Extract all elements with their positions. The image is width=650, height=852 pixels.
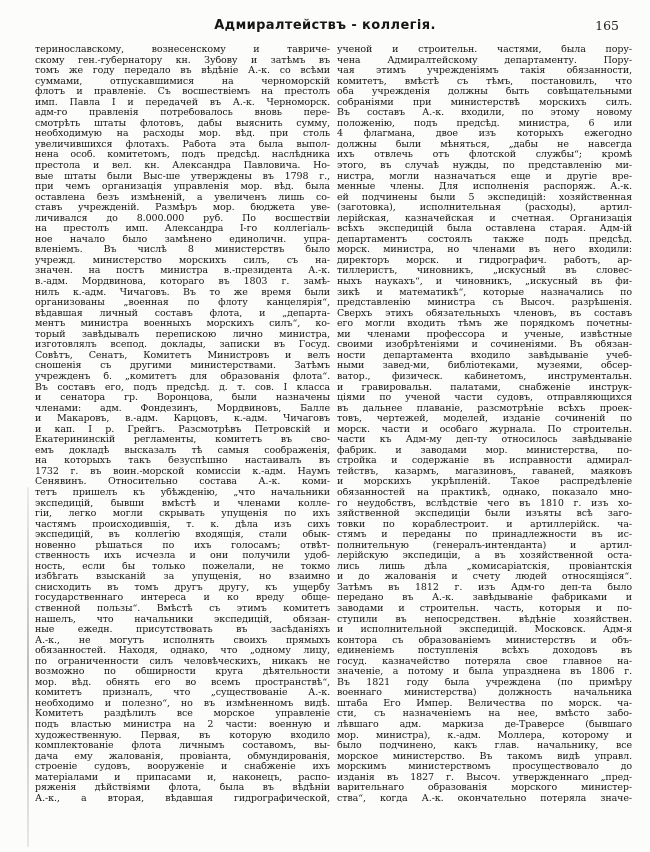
text-line: передано въ А.-к. завѣдываніе фабриками и xyxy=(337,593,632,604)
text-line: торый завѣдывалъ перепискою лично министра, xyxy=(35,329,330,340)
text-line: и морскихъ укрѣпленій. Такое распредѣленіе xyxy=(337,477,632,488)
text-line: морск. части и особаго журнала. По строительн. xyxy=(337,424,632,435)
text-line: ности департамента входило завѣдываніе учеб- xyxy=(337,350,632,361)
text-line: лѣвшаго адм. маркиза де-Траверсе (бывшаго xyxy=(337,720,632,730)
text-line: нена особ. комитетомъ, подъ предсѣд. наслѣдника xyxy=(35,150,330,161)
text-line: Затѣмъ въ 1812 г. изъ Адм-го деп-та было xyxy=(337,582,632,593)
text-line: и кап. I р. Грейгъ. Разсмотрѣвъ Петровскій и xyxy=(35,424,330,435)
text-line: ватор., физическ. кабинетомъ, инструментальн. xyxy=(337,371,632,382)
text-line: обязанностей на практикѣ, однако, показало мно- xyxy=(337,487,632,498)
page-number: 165 xyxy=(595,18,619,33)
text-line: нистра, могли назначаться еще и другіе вре- xyxy=(337,171,632,182)
text-line: личивался до 8.000.000 руб. По восшествіи xyxy=(35,213,330,224)
text-line: необходимо и полезно“, но въ измѣненномъ видѣ. xyxy=(35,698,330,709)
text-line: матеріалами и припасами и, наконецъ, распо- xyxy=(35,772,330,783)
text-line: комплектованіе флота личнымъ составомъ, вы- xyxy=(35,741,330,752)
text-line: гіи, легко могли скрывать упущенія по ихъ xyxy=(35,509,330,520)
text-line: увеличившихся флотахъ. Работа эта была выпол- xyxy=(35,139,330,150)
text-line: ряженія дѣйствіями флота, была въ вѣдѣніи xyxy=(35,783,330,794)
text-line: строеніе судовъ, вооруженіе и снабженіе ихъ xyxy=(35,762,330,773)
text-line: значеніе, а потому и была упразднена въ 1806 г. xyxy=(337,667,632,678)
text-line: на которыхъ такъ безуспѣшно настаивалъ въ xyxy=(35,456,330,467)
text-line: единеніемъ поступленія всѣхъ доходовъ въ xyxy=(337,646,632,657)
text-line: учрежденъ б. „комитетъ для образованія флота“. xyxy=(35,371,330,382)
text-line: ность, если бы только пожелали, не токмо xyxy=(35,561,330,572)
text-line: департаментъ состоялъ также подъ предсѣд. xyxy=(337,234,632,245)
text-line: Въ составъ А.-к. входили, по этому новому xyxy=(337,108,632,119)
text-line: членами: адм. Фондезинъ, Мордвиновъ, Балле xyxy=(35,403,330,414)
text-line: вленіемъ. Въ числѣ 8 министерствъ было xyxy=(35,245,330,256)
text-line: менные члены. Для исполненія распоряж. А.-к. xyxy=(337,182,632,193)
text-line: 1732 г. въ воин.-морской комиссіи к.-адм. Наумъ xyxy=(35,466,330,477)
text-line: организованы „военная по флоту канцелярія“, xyxy=(35,298,330,309)
text-line: мор. министра), к.-адм. Моллера, которому и xyxy=(337,730,632,741)
text-line: зяйственной экспедиціи были изъяты всѣ заго- xyxy=(337,509,632,520)
text-line: и Макаровъ, в.-адм. Карцовъ, к.-адм. Чичаговъ xyxy=(35,414,330,425)
text-line: варительнаго образованія морского министер- xyxy=(337,783,632,794)
text-line: и сенатора гр. Воронцова, были назначены xyxy=(35,393,330,404)
text-line: штаба Его Импер. Величества по морск. ча- xyxy=(337,698,632,709)
text-line: избѣгать взысканій за упущенія, но взаимно xyxy=(35,572,330,583)
text-line: морск. министра, но членами въ него входили: xyxy=(337,245,632,256)
text-line: лерійскую экспедиціи, а въ хозяйственной оста- xyxy=(337,551,632,562)
text-line: ства“, когда А.-к. окончательно потеряла значе- xyxy=(337,793,632,804)
text-line: ментъ министра военныхъ морскихъ силъ“, ко- xyxy=(35,319,330,330)
text-column-right xyxy=(337,45,632,804)
text-line: мор. вѣд. обнять его во всемъ пространствѣ“, xyxy=(35,677,330,688)
text-line: въ дальнее плаваніе, разсмотрѣніе всѣхъ проек- xyxy=(337,403,632,414)
text-line: по ограниченности силъ человѣческихъ, никакъ не xyxy=(35,656,330,667)
text-line: экспедицій, бывши вмѣстѣ и членами колле- xyxy=(35,498,330,509)
text-line: лерійская, казначейская и счетная. Организація xyxy=(337,213,632,224)
text-line: емъ докладѣ высказалъ тѣ самыя соображенія, xyxy=(35,445,330,456)
text-line: госуд. казначейство потеряла свое главное на- xyxy=(337,656,632,667)
text-line: ственной пользы“. Вмѣстѣ съ этимъ комитетъ xyxy=(35,603,330,614)
text-line: вые штаты были Выс-ше утверждены въ 1798 г., xyxy=(35,171,330,182)
text-line: дача ему жалованія, провіанта, обмундированія, xyxy=(35,751,330,762)
text-line: адм-го правленія потребовалось вновь пере- xyxy=(35,108,330,119)
text-line: ственность ихъ исчезла и они получили удоб- xyxy=(35,551,330,562)
text-line: ставъ учрежденій. Размѣръ мор. бюджета уве- xyxy=(35,203,330,214)
text-line: должны были мѣняться, „дабы не навсегда xyxy=(337,139,632,150)
text-line: и до жалованія и счету людей относящіяся“. xyxy=(337,572,632,583)
text-line: и гравировальн. палатами, снабженіе инструк- xyxy=(337,382,632,393)
text-line: зикѣ и математикѣ“, которые назначались по xyxy=(337,287,632,298)
text-line: комитетъ призналъ, что „существованіе А.-к. xyxy=(35,688,330,699)
text-line: суммами, отпускавшимися на черноморскій xyxy=(35,76,330,87)
text-line: при чемъ организація управленія мор. вѣд. была xyxy=(35,182,330,193)
text-line: фабрик. и заводами мор. министерства, по- xyxy=(337,445,632,456)
text-line: государственнаго интереса и ко вреду обще- xyxy=(35,593,330,604)
text-line: нилъ к.-адм. Чичаговъ. Въ то же время были xyxy=(35,287,330,298)
text-column-left xyxy=(35,45,330,804)
text-line: имп. Павла I и передачей въ А.-к. Черноморск. xyxy=(35,97,330,108)
text-line: экспедицій, въ коллегію входящія, стали обык- xyxy=(35,530,330,541)
text-line: Комитетъ раздѣлилъ все морское управленіе xyxy=(35,709,330,720)
text-body xyxy=(35,45,632,804)
text-line: части къ Адм-му деп-ту относилось завѣдываніе xyxy=(337,435,632,446)
text-line: товки по кораблестроит. и артиллерійск. ча- xyxy=(337,519,632,530)
text-line: военнаго министерства) должность начальника xyxy=(337,688,632,699)
text-line: изданія въ 1827 г. Высоч. утвержденнаго „пред- xyxy=(337,772,632,783)
text-line: ей подчинены были 5 экспедицій: хозяйственная xyxy=(337,192,632,203)
text-line: нашелъ, что начальники экспедицій, обязан- xyxy=(35,614,330,625)
text-line: чена Адмиралтейскому департаменту. Пору- xyxy=(337,55,632,66)
text-line: новенно рѣшаться по ихъ голосамъ; отвѣт- xyxy=(35,540,330,551)
running-header xyxy=(0,18,650,36)
text-line: чая этимъ учрежденіямъ такія обязанности, xyxy=(337,66,632,77)
text-line: скому ген.-губернатору кн. Зубову и затѣмъ въ xyxy=(35,55,330,66)
text-line: Сенявинъ. Относительно состава А.-к. коми- xyxy=(35,477,330,488)
text-line: художественную. Первая, въ которую входило xyxy=(35,730,330,741)
text-line: ные ежедн. присутствовать въ засѣданіяхъ xyxy=(35,625,330,636)
text-line: подъ властью министра на 2 части: военную и xyxy=(35,720,330,730)
text-line: ихъ отвлечь отъ флотской службы“; кромѣ xyxy=(337,150,632,161)
text-line: Въ 1821 году была учреждена (по примѣру xyxy=(337,677,632,688)
text-line: тиллеристъ, чиновникъ, „искусный въ словес- xyxy=(337,266,632,277)
text-line: сти, съ назначеніемъ на нее, вмѣсто забо- xyxy=(337,709,632,720)
text-line: Сверхъ этихъ обязательныхъ членовъ, въ составъ xyxy=(337,308,632,319)
text-line: ное начало было замѣнено единоличн. упра- xyxy=(35,234,330,245)
text-line: вѣдавшая личный составъ флота, и „департа- xyxy=(35,308,330,319)
text-line: учрежд. министерство морскихъ силъ, съ на- xyxy=(35,255,330,266)
text-line: этого, въ случаѣ нужды, по представленію ми- xyxy=(337,161,632,172)
text-line: Въ составъ его, подъ предсѣд. д. т. сов. I класса xyxy=(35,382,330,393)
text-line: всѣхъ экспедицій была оставлена старая. Адм-ій xyxy=(337,224,632,235)
text-line: заводами и строительн. часть, которыя и по- xyxy=(337,603,632,614)
text-line: Совѣтъ, Сенатъ, Комитетъ Министровъ и велъ xyxy=(35,350,330,361)
text-line: на престолъ имп. Александра I-го коллегіаль- xyxy=(35,224,330,235)
text-line: изготовлялъ всепод. доклады, записки въ Госуд. xyxy=(35,340,330,351)
text-line: частямъ происходившія, т. к. дѣла изъ сихъ xyxy=(35,519,330,530)
page-title: Адмиралтействъ - коллегія. xyxy=(214,18,436,33)
text-line: положенію, подъ предсѣд. министра, 6 или xyxy=(337,118,632,129)
text-line: А.-к., не могутъ исполнять своихъ прямыхъ xyxy=(35,635,330,646)
text-line: смотрѣть штаты флотовъ, дабы выяснить сумму, xyxy=(35,118,330,129)
text-line: Екатерининскій регламенты, комитетъ въ сво- xyxy=(35,435,330,446)
text-line: морское министерство. Въ такомъ видѣ управл. xyxy=(337,751,632,762)
text-line: ныхъ наукахъ“, и чиновникъ, „искусный въ фи- xyxy=(337,277,632,288)
text-line: ми членами профессора и ученые, извѣстные xyxy=(337,329,632,340)
text-line: морскимъ министерствомъ просуществовало до xyxy=(337,762,632,773)
text-line: директоръ морск. и гидрографич. работъ, ар- xyxy=(337,255,632,266)
text-line: обязанностей. Находя, однако, что „одному лицу, xyxy=(35,646,330,657)
text-line: собраніями при министерствѣ морскихъ силъ. xyxy=(337,97,632,108)
text-line: стямъ и переданы по принадлежности въ ис- xyxy=(337,530,632,541)
text-line: флотъ и правленіе. Съ восшествіемъ на престолъ xyxy=(35,87,330,98)
text-line: ными завед-ми, библіотеками, музеями, обсер- xyxy=(337,361,632,372)
text-line: представленію министра съ Высоч. разрѣшенія. xyxy=(337,298,632,309)
text-line: лись лишь дѣла „комисаріатскія, провіантскія xyxy=(337,561,632,572)
text-line: 4 флагмана, двое изъ которыхъ ежегодно xyxy=(337,129,632,140)
text-line: своими изобрѣтеніями и сочиненіями. Въ обязан- xyxy=(337,340,632,351)
scan-edge-artifact xyxy=(27,487,29,847)
text-line: было подчинено, какъ глав. начальнику, все xyxy=(337,741,632,752)
text-line: ступили въ непосредствен. вѣдѣніе хозяйствен. xyxy=(337,614,632,625)
text-line: тействъ, казармъ, магазиновъ, гаваней, маяковъ xyxy=(337,466,632,477)
text-line: оставлена безъ измѣненій, а увеличенъ лишь со- xyxy=(35,192,330,203)
text-line: оба учрежденія должны быть совѣщательными xyxy=(337,87,632,98)
text-line: полнительную (генералъ-интенданта) и артил- xyxy=(337,540,632,551)
text-line: ученой и строительн. частями, была пору- xyxy=(337,45,632,55)
text-line: тетъ пришелъ къ убѣжденію, „что начальники xyxy=(35,487,330,498)
text-line: го неудобствъ, вслѣдствіе чего въ 1810 г. изъ хо- xyxy=(337,498,632,509)
text-line: и исполнительной экспедицій. Московск. Адм-я xyxy=(337,625,632,636)
text-line: в.-адм. Мордвинова, котораго въ 1803 г. замѣ- xyxy=(35,277,330,288)
text-line: А.-к., а вторая, вѣдавшая гидрографической, xyxy=(35,793,330,804)
text-line: (заготовка), исполнительная (расходы), артил- xyxy=(337,203,632,214)
text-line: товъ, чертежей, моделей, изданіе сочиненій по xyxy=(337,414,632,425)
text-line: престола и вел. кн. Александра Павловича. Но- xyxy=(35,161,330,172)
text-line: теринославскому, вознесенскому и тавриче- xyxy=(35,45,330,55)
text-line: его могли входить тѣмъ же порядкомъ почетны- xyxy=(337,319,632,330)
text-line: комитетъ, вмѣстѣ съ тѣмъ, постановилъ, что xyxy=(337,76,632,87)
text-line: снисходить въ томъ другъ другу, къ ущербу xyxy=(35,582,330,593)
text-line: возможно по обширности круга дѣятельности xyxy=(35,667,330,678)
text-line: необходимую на расходы мор. вѣд. при столь xyxy=(35,129,330,140)
text-line: томъ же году передало въ вѣдѣніе А.-к. со всѣми xyxy=(35,66,330,77)
text-line: сношенія съ другими министерствами. Затѣмъ xyxy=(35,361,330,372)
text-line: значен. на постъ министра в.-президента А.-к. xyxy=(35,266,330,277)
text-line: контора съ образованіемъ министерствъ и объ- xyxy=(337,635,632,646)
text-line: стройка и содержаніе въ исправности адмирал- xyxy=(337,456,632,467)
text-line: ціями по ученой части судовъ, отправляющихся xyxy=(337,393,632,404)
